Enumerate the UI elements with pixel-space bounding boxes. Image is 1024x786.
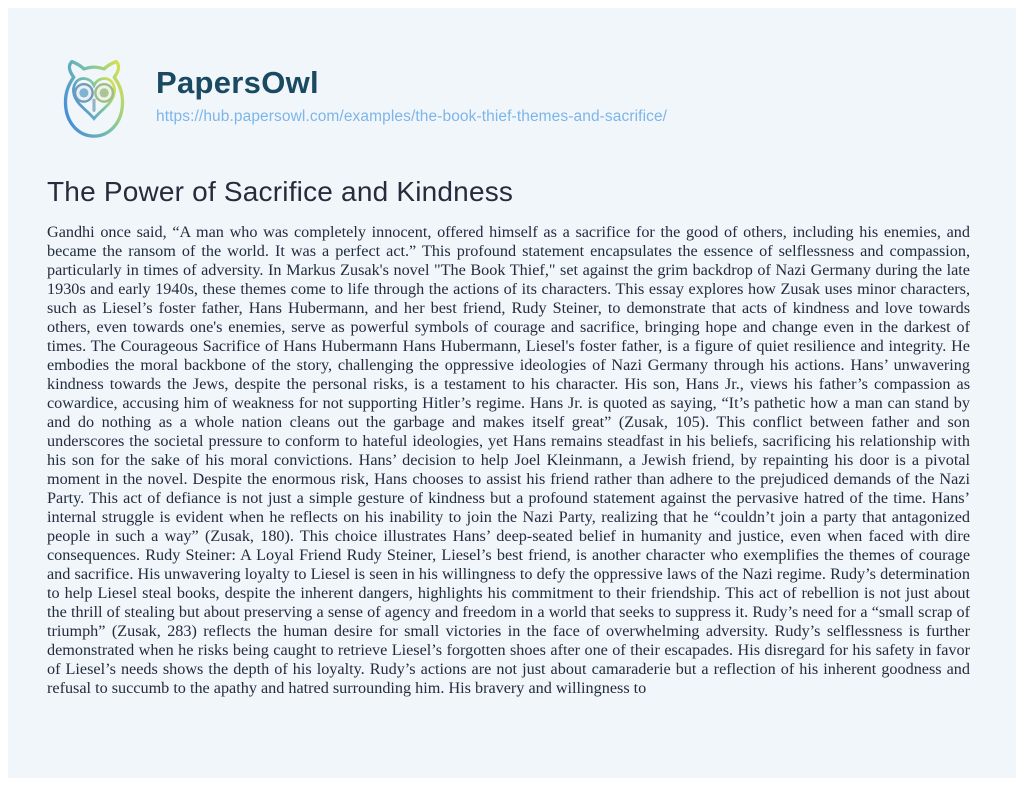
site-header [8, 8, 1016, 149]
brand-name[interactable]: PapersOwl [156, 65, 319, 100]
article-url-link[interactable]: https://hub.papersowl.com/examples/the-book-thief-themes-and-sacrifice/ [156, 108, 668, 126]
content-sheet [8, 8, 1016, 778]
article-body: Gandhi once said, “A man who was completely innocent, offered himself as a sacrifice for the good of others, including his enemies, and became the ransom of the world. It was a perfect act.” This profound statement encapsulates the essence of selflessness and compassion, particularly in times of adversity. In Markus Zusak's novel "The Book Thief," set against the grim backdrop of Nazi Germany during the late 1930s and early 1940s, these themes come to life through the actions of its characters. This essay explores how Zusak uses minor characters, such as Liesel’s foster father, Hans Hubermann, and her best friend, Rudy Steiner, to demonstrate that acts of kindness and love towards others, even towards one's enemies, serve as powerful symbols of courage and sacrifice, bringing hope and change even in the darkest of times. The Courageous Sacrifice of Hans Hubermann Hans Hubermann, Liesel's foster father, is a figure of quiet resilience and integrity. He embodies the moral backbone of the story, challenging the oppressive ideologies of Nazi Germany through his actions. Hans’ unwavering kindness towards the Jews, despite the personal risks, is a testament to his character. His son, Hans Jr., views his father’s compassion as cowardice, accusing him of weakness for not supporting Hitler’s regime. Hans Jr. is quoted as saying, “It’s pathetic how a man can stand by and do nothing as a whole nation cleans out the garbage and makes itself great” (Zusak, 105). This conflict between father and son underscores the societal pressure to conform to hateful ideologies, yet Hans remains steadfast in his beliefs, sacrificing his relationship with his son for the sake of his moral convictions. Hans’ decision to help Joel Kleinmann, a Jewish friend, by repainting his door is a pivotal moment in the novel. Despite the enormous risk, Hans chooses to assist his friend rather than adhere to the prejudiced demands of the Nazi Party. This act of defiance is not just a simple gesture of kindness but a profound statement against the pervasive hatred of the time. Hans’ internal struggle is evident when he reflects on his inability to join the Nazi Party, realizing that he “couldn’t join a party that antagonized people in such a way” (Zusak, 180). This choice illustrates Hans’ deep-seated belief in humanity and justice, even when faced with dire consequences. Rudy Steiner: A Loyal Friend Rudy Steiner, Liesel’s best friend, is another character who exemplifies the themes of courage and sacrifice. His unwavering loyalty to Liesel is seen in his willingness to defy the oppressive laws of the Nazi regime. Rudy’s determination to help Liesel steal books, despite the inherent dangers, highlights his commitment to their friendship. This act of rebellion is not just about the thrill of stealing but about preserving a sense of agency and freedom in a world that seeks to suppress it. Rudy’s need for a “small scrap of triumph” (Zusak, 283) reflects the human desire for small victories in the face of overwhelming adversity. Rudy’s selflessness is further demonstrated when he risks being caught to retrieve Liesel’s forgotten shoes after one of their escapades. His disregard for his safety in favor of Liesel’s needs shows the depth of his loyalty. Rudy’s actions are not just about camaraderie but a reflection of his inherent goodness and refusal to succumb to the apathy and hatred surrounding him. His bravery and willingness to [47, 222, 970, 697]
article-main [8, 175, 1016, 698]
article-title: The Power of Sacrifice and Kindness [47, 176, 514, 207]
papersowl-logo[interactable] [48, 57, 140, 149]
brand-block [156, 57, 667, 126]
owl-logo-icon [48, 57, 140, 149]
